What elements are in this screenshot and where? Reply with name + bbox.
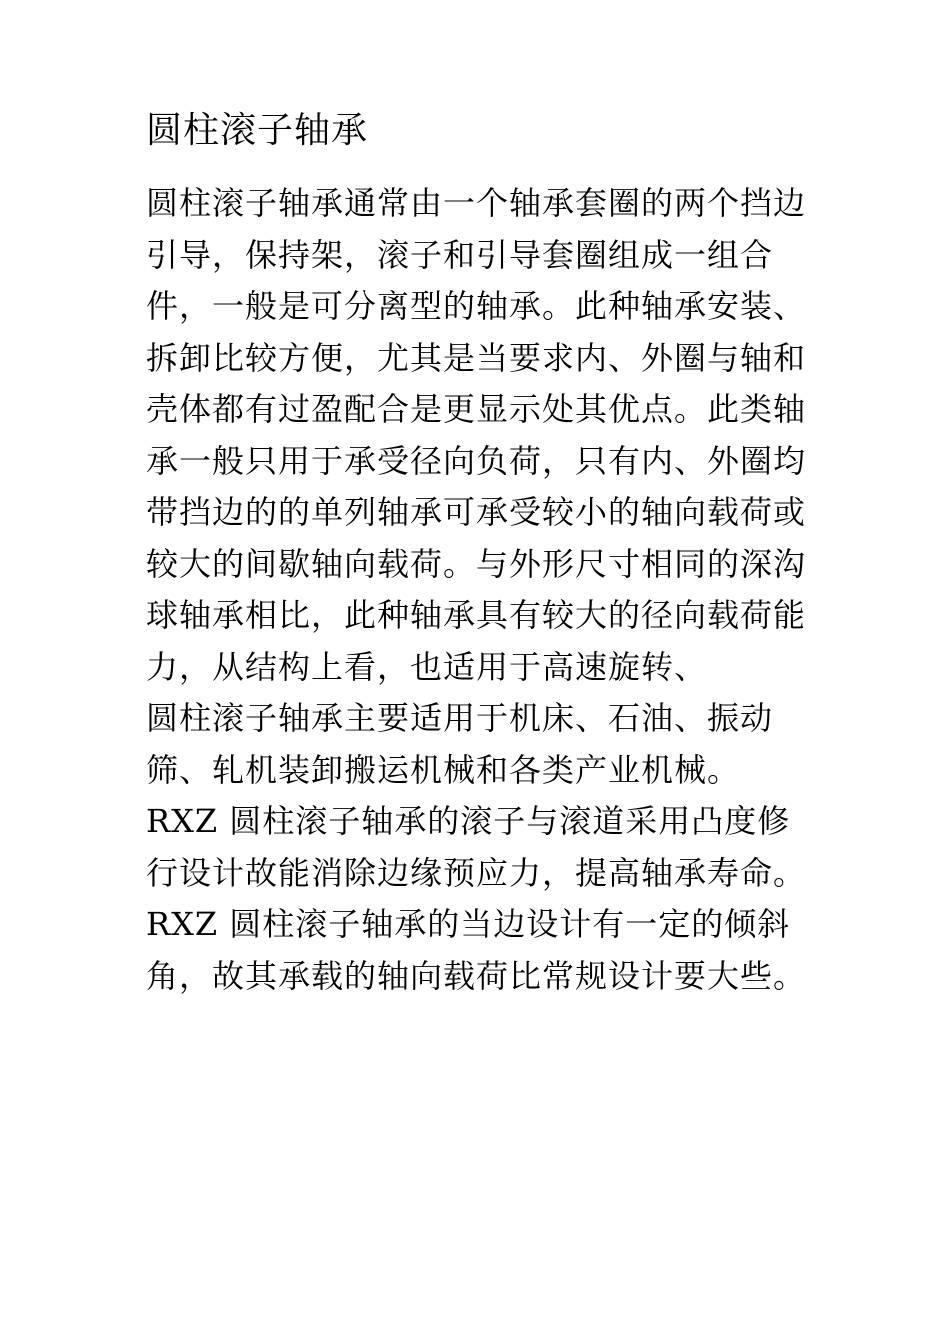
paragraph-crown-design: RXZ 圆柱滚子轴承的滚子与滚道采用凸度修行设计故能消除边缘预应力，提高轴承寿命。: [146, 802, 807, 892]
document-body: [146, 178, 810, 1002]
paragraph-applications: 圆柱滚子轴承主要适用于机床、石油、振动筛、轧机装卸搬运机械和各类产业机械。: [146, 699, 774, 789]
paragraph-description: 圆柱滚子轴承通常由一个轴承套圈的两个挡边引导，保持架，滚子和引导套圈组成一组合件，一般是可分离型的轴承。此种轴承安装、拆卸比较方便，尤其是当要求内、外圈与轴和壳体都有过盈配合是更显示处其优点。此类轴承一般只用于承受径向负荷，只有内、外圈均带挡边的的单列轴承可承受较小的轴向载荷或较大的间歇轴向载荷。与外形尺寸相同的深沟球轴承相比，此种轴承具有较大的径向载荷能力，从结构上看，也适用于高速旋转、: [146, 184, 807, 686]
paragraph-rib-design: RXZ 圆柱滚子轴承的当边设计有一定的倾斜角，故其承载的轴向载荷比常规设计要大些。: [146, 905, 807, 995]
document-content: [146, 104, 810, 1002]
document-title: 圆柱滚子轴承: [146, 110, 369, 151]
